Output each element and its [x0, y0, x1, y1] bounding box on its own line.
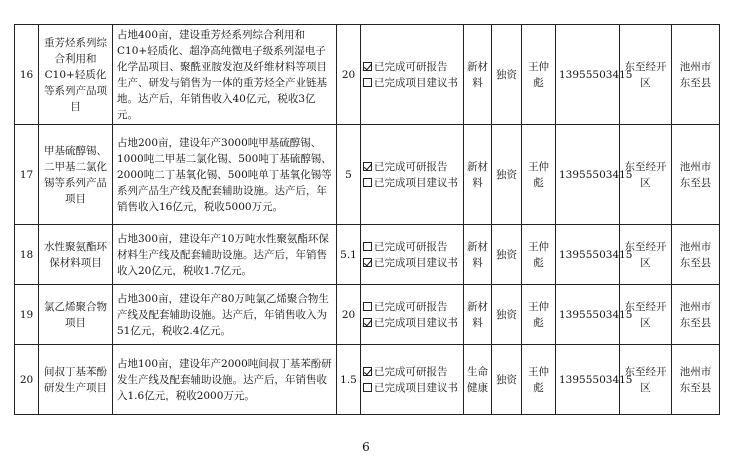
proposal-label: 已完成项目建议书 [374, 176, 458, 189]
county: 池州市东至县 [672, 285, 720, 345]
project-description: 占地300亩，建设年产80万吨氯乙烯聚合物生产线及配套辅助设施。达产后，年销售收入为51亿元，税收2.4亿元。 [113, 285, 337, 345]
contact-person: 王仲彪 [522, 345, 556, 415]
county: 池州市东至县 [672, 125, 720, 225]
contact-phone: 13955503415 [556, 345, 620, 415]
checkbox-icon [363, 178, 372, 187]
feasibility-label: 已完成可研报告 [374, 365, 448, 378]
feasibility-label: 已完成可研报告 [374, 300, 448, 313]
investment-amount: 1.5 [337, 345, 361, 415]
project-name: 氯乙烯聚合物项目 [39, 285, 113, 345]
project-name: 水性聚氨酯环保材料项目 [39, 225, 113, 285]
project-status [361, 225, 464, 285]
project-name: 间叔丁基苯酚研发生产项目 [39, 345, 113, 415]
project-status [361, 285, 464, 345]
project-location: 东至经开区 [620, 345, 672, 415]
proposal-label: 已完成项目建议书 [374, 76, 458, 89]
investment-amount: 20 [337, 285, 361, 345]
row-number: 17 [15, 125, 39, 225]
project-description: 占地100亩，建设年产2000吨间叔丁基苯酚研发生产线及配套辅助设施。达产后，年销售收入1.6亿元，税收2000万元。 [113, 345, 337, 415]
contact-phone: 13955503415 [556, 25, 620, 125]
investment-amount: 5 [337, 125, 361, 225]
table-row [15, 225, 720, 285]
proposal-check [363, 75, 461, 91]
checkbox-icon [363, 302, 372, 311]
proposal-check [363, 255, 461, 271]
project-description: 占地200亩，建设年产3000吨甲基硫醇锡、1000吨二甲基二氯化锡、500吨丁基硫醇锡、2000吨二丁基氧化锡、500吨单丁基氧化锡等系列产品生产线及配套辅助设施。达产后，年销售收入16亿元，税收5000万元。 [113, 125, 337, 225]
project-description: 占地300亩，建设年产10万吨水性聚氨酯环保材料生产线及配套辅助设施。达产后，年销售收入20亿元，税收1.7亿元。 [113, 225, 337, 285]
proposal-check [363, 315, 461, 331]
project-name: 重芳烃系列综合利用和C10+轻质化等系列产品项目 [39, 25, 113, 125]
checkbox-icon [363, 242, 372, 251]
cooperation-mode: 独资 [492, 125, 522, 225]
investment-amount: 5.1 [337, 225, 361, 285]
table-row [15, 345, 720, 415]
projects-table [14, 24, 720, 415]
proposal-check [363, 380, 461, 396]
table-row [15, 25, 720, 125]
industry: 新材料 [464, 125, 492, 225]
feasibility-label: 已完成可研报告 [374, 60, 448, 73]
feasibility-check [363, 239, 461, 255]
contact-person: 王仲彪 [522, 285, 556, 345]
project-name: 甲基硫醇锡、二甲基二氯化锡等系列产品项目 [39, 125, 113, 225]
checkbox-icon [363, 162, 372, 171]
row-number: 19 [15, 285, 39, 345]
project-status [361, 125, 464, 225]
project-location: 东至经开区 [620, 25, 672, 125]
investment-amount: 20 [337, 25, 361, 125]
feasibility-check [363, 299, 461, 315]
feasibility-label: 已完成可研报告 [374, 240, 448, 253]
county: 池州市东至县 [672, 345, 720, 415]
cooperation-mode: 独资 [492, 285, 522, 345]
proposal-label: 已完成项目建议书 [374, 256, 458, 269]
checkbox-icon [363, 62, 372, 71]
contact-phone: 13955503415 [556, 225, 620, 285]
proposal-check [363, 175, 461, 191]
industry: 新材料 [464, 285, 492, 345]
project-status [361, 345, 464, 415]
contact-person: 王仲彪 [522, 225, 556, 285]
table-row [15, 125, 720, 225]
project-description: 占地400亩，建设重芳烃系列综合利用和C10+轻质化、超净高纯微电子级系列湿电子化学品项目、聚酰亚胺发泡及纤维材料等项目生产、研发与销售为一体的重芳烃全产业链基地。达产后，年销售收入40亿元，税收3亿元。 [113, 25, 337, 125]
contact-phone: 13955503415 [556, 125, 620, 225]
row-number: 16 [15, 25, 39, 125]
project-location: 东至经开区 [620, 285, 672, 345]
table-row [15, 285, 720, 345]
page-number: 6 [362, 440, 370, 454]
proposal-label: 已完成项目建议书 [374, 381, 458, 394]
feasibility-check [363, 59, 461, 75]
contact-person: 王仲彪 [522, 125, 556, 225]
industry: 生命健康 [464, 345, 492, 415]
industry: 新材料 [464, 225, 492, 285]
cooperation-mode: 独资 [492, 25, 522, 125]
checkbox-icon [363, 383, 372, 392]
project-location: 东至经开区 [620, 225, 672, 285]
industry: 新材料 [464, 25, 492, 125]
proposal-label: 已完成项目建议书 [374, 316, 458, 329]
checkbox-icon [363, 318, 372, 327]
row-number: 18 [15, 225, 39, 285]
feasibility-check [363, 364, 461, 380]
project-location: 东至经开区 [620, 125, 672, 225]
feasibility-check [363, 159, 461, 175]
checkbox-icon [363, 78, 372, 87]
row-number: 20 [15, 345, 39, 415]
contact-person: 王仲彪 [522, 25, 556, 125]
contact-phone: 13955503415 [556, 285, 620, 345]
checkbox-icon [363, 367, 372, 376]
cooperation-mode: 独资 [492, 345, 522, 415]
project-status [361, 25, 464, 125]
county: 池州市东至县 [672, 25, 720, 125]
feasibility-label: 已完成可研报告 [374, 160, 448, 173]
county: 池州市东至县 [672, 225, 720, 285]
cooperation-mode: 独资 [492, 225, 522, 285]
checkbox-icon [363, 258, 372, 267]
